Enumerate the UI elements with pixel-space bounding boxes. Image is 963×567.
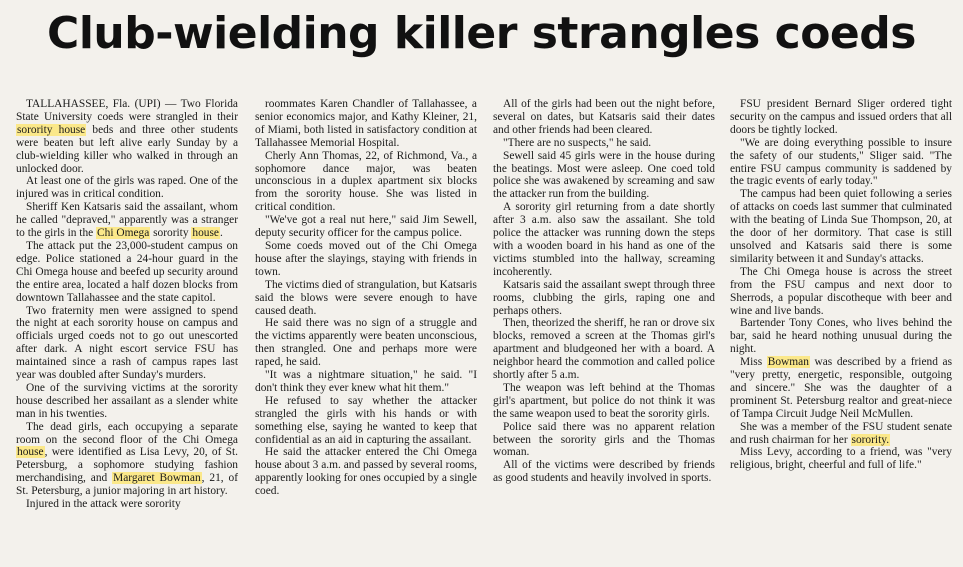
paragraph: Bartender Tony Cones, who lives behind the bar, said he heard nothing unusual during the night. bbox=[730, 317, 952, 356]
paragraph: Sewell said 45 girls were in the house during the beatings. Most were asleep. One coed told police she was awakened by screaming and saw the attacker run from the building. bbox=[493, 149, 715, 201]
paragraph: The campus had been quiet following a series of attacks on coeds last summer that culminated with the beating of Linda Sue Thompson, 20, at the door of her dormitory. That case is still unsolved and Katsaris said there is some similarity between it and Sunday's attacks. bbox=[730, 188, 952, 265]
paragraph: A sorority girl returning from a date shortly after 3 a.m. also saw the assailant. She told police the attacker was running down the steps with a wooden board in his hand as one of the victims stumbled into the hallway, screaming incoherently. bbox=[493, 201, 715, 278]
paragraph: He said the attacker entered the Chi Omega house about 3 a.m. and passed by several rooms, apparently looking for ones occupied by a single coed. bbox=[255, 446, 477, 498]
highlighted-text: house bbox=[192, 227, 219, 240]
paragraph: One of the surviving victims at the sorority house described her assailant as a slender white man in his twenties. bbox=[16, 381, 238, 420]
paragraph: Then, theorized the sheriff, he ran or drove six blocks, removed a screen at the Thomas girl's apartment and bludgeoned her with a board. A neighbor heard the commotion and called police shortly after 5 a.m. bbox=[493, 317, 715, 382]
paragraph: The Chi Omega house is across the street from the FSU campus and next door to Sherrods, a popular discotheque with beer and wine and live bands. bbox=[730, 265, 952, 317]
paragraph: "There are no suspects," he said. bbox=[503, 136, 652, 149]
paragraph: Katsaris said the assailant swept through three rooms, clubbing the girls, raping one and perhaps others. bbox=[493, 278, 715, 317]
article-column-1 bbox=[16, 98, 238, 567]
paragraph: The weapon was left behind at the Thomas girl's apartment, but police do not think it was the same weapon used to beat the sorority girls. bbox=[493, 381, 715, 420]
paragraph: "We've got a real nut here," said Jim Sewell, deputy security officer for the campus police. bbox=[255, 214, 477, 240]
paragraph: Cherly Ann Thomas, 22, of Richmond, Va., a sophomore dance major, was beaten unconscious in a duplex apartment six blocks from the sorority house. She was listed in critical condition. bbox=[255, 149, 477, 214]
highlighted-text: Margaret Bowman bbox=[113, 472, 201, 485]
paragraph: "We are doing everything possible to insure the safety of our students," Sliger said. "The entire FSU campus community is saddened by the tragic events of early today." bbox=[730, 136, 952, 188]
paragraph: Police said there was no apparent relation between the sorority girls and the Thomas woman. bbox=[493, 420, 715, 459]
paragraph: roommates Karen Chandler of Tallahassee, a senior economics major, and Kathy Kleiner, 21, of Miami, both listed in satisfactory condition at Tallahassee Memorial Hospital. bbox=[255, 98, 477, 149]
highlighted-text: sorority house bbox=[17, 123, 86, 136]
paragraph: Injured in the attack were sorority bbox=[26, 498, 181, 511]
paragraph: The dead girls, each occupying a separate room on the second floor of the Chi Omega house, were identified as Lisa Levy, 20, of St. Petersburg, a sophomore studying fashion merchandising, and Margaret Bowman, 21, of St. Petersburg, a junior majoring in art history. bbox=[16, 420, 238, 498]
paragraph: She was a member of the FSU student senate and rush chairman for her sorority. bbox=[730, 420, 952, 446]
paragraph: All of the girls had been out the night before, several on dates, but Katsaris said their dates and other friends had been cleared. bbox=[493, 98, 715, 136]
paragraph: TALLAHASSEE, Fla. (UPI) — Two Florida State University coeds were strangled in their sorority house beds and three other students were beaten but left alive early Sunday by a club-wielding killer who walked in through an unlocked door. bbox=[16, 98, 238, 175]
paragraph: Miss Levy, according to a friend, was "very religious, bright, cheerful and full of life." bbox=[730, 446, 952, 472]
paragraph: Two fraternity men were assigned to spend the night at each sorority house on campus and officials urged coeds not to go out unescorted after dark. A night escort service FSU has maintained since a rash of campus rapes last year was doubled after Sunday's murders. bbox=[16, 304, 238, 382]
headline: Club-wielding killer strangles coeds bbox=[47, 8, 916, 59]
paragraph: He refused to say whether the attacker strangled the girls with his hands or with something else, saying he wanted to keep that confidential as an aid in capturing the assailant. bbox=[255, 394, 477, 446]
paragraph: At least one of the girls was raped. One of the injured was in critical condition. bbox=[16, 175, 238, 201]
paragraph: The victims died of strangulation, but Katsaris said the blows were severe enough to have caused death. bbox=[255, 278, 477, 317]
article-column-3 bbox=[493, 98, 715, 567]
article-column-2 bbox=[255, 98, 477, 567]
paragraph: FSU president Bernard Sliger ordered tight security on the campus and issued orders that all doors be tightly locked. bbox=[730, 98, 952, 136]
paragraph: Miss Bowman was described by a friend as "very pretty, energetic, responsible, outgoing and sincere." She was the daughter of a prominent St. Petersburg realtor and great-niece of Tampa Circuit Judge Neil McMullen. bbox=[730, 356, 952, 420]
highlighted-text: house bbox=[17, 446, 44, 459]
paragraph: Some coeds moved out of the Chi Omega house after the slayings, staying with friends in town. bbox=[255, 239, 477, 278]
highlighted-text: Chi Omega bbox=[97, 227, 150, 240]
paragraph: He said there was no sign of a struggle and the victims apparently were beaten unconscious, then strangled. One and perhaps more were raped, he said. bbox=[255, 317, 477, 369]
highlighted-text: Bowman bbox=[767, 356, 809, 369]
paragraph: Sheriff Ken Katsaris said the assailant, whom he called "depraved," apparently was a stranger to the girls in the Chi Omega sorority house. bbox=[16, 201, 238, 240]
paragraph: The attack put the 23,000-student campus on edge. Police stationed a 24-hour guard in the Chi Omega house and beefed up security around the entire area, located a half dozen blocks from downtown Tallahassee and the state capitol. bbox=[16, 239, 238, 304]
paragraph: All of the victims were described by friends as good students and heavily involved in sports. bbox=[493, 459, 715, 485]
paragraph: "It was a nightmare situation," he said. "I don't think they ever knew what hit them." bbox=[255, 369, 477, 394]
article-column-4 bbox=[730, 98, 952, 567]
highlighted-text: sorority. bbox=[851, 433, 890, 446]
